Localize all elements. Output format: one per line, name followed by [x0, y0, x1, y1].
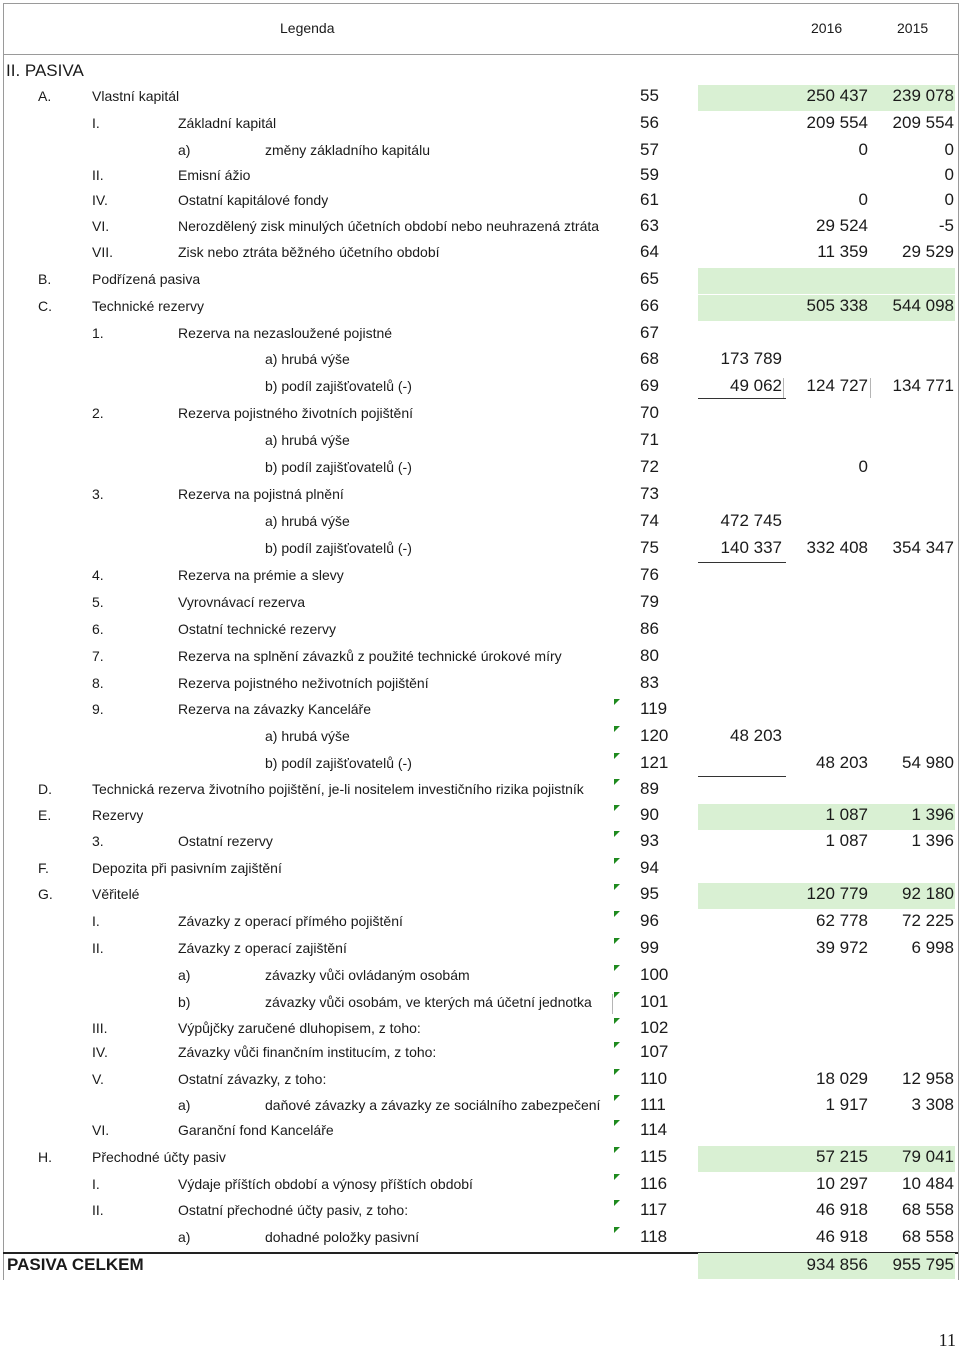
row-level3: Ostatní rezervy: [178, 833, 273, 849]
row-level4: daňové závazky a závazky ze sociálního zabezpečení: [265, 1097, 601, 1113]
row-number: 57: [640, 140, 659, 159]
row-2015-value: 134 771: [892, 376, 954, 395]
subtotal-underline: [698, 398, 786, 399]
table-row: [0, 833, 960, 855]
row-level3: Ostatní technické rezervy: [178, 621, 336, 637]
row-2015-value: 3 308: [911, 1095, 954, 1114]
row-number: 65: [640, 269, 659, 288]
row-level2: I.: [92, 1176, 100, 1192]
row-number: 93: [640, 831, 659, 850]
row-level2: Technické rezervy: [92, 298, 205, 314]
row-2015-value: 54 980: [902, 753, 954, 772]
row-number: 80: [640, 646, 659, 665]
table-row: [0, 298, 960, 320]
row-level2: Věřitelé: [92, 886, 140, 902]
row-level4: a) hrubá výše: [265, 432, 350, 448]
table-row: [0, 594, 960, 616]
row-level3: Závazky vůči finančním institucím, z toho:: [178, 1044, 437, 1060]
row-number: 94: [640, 858, 659, 877]
row-level2: 6.: [92, 621, 104, 637]
table-row: [0, 675, 960, 697]
row-level2: Vlastní kapitál: [92, 88, 180, 104]
row-level4: dohadné položky pasivní: [265, 1229, 420, 1245]
row-2016-value: 1 087: [825, 805, 868, 824]
row-level3: Výdaje příštích období a výnosy příštích období: [178, 1176, 473, 1192]
row-2015-value: 209 554: [892, 113, 954, 132]
row-2016-value: 0: [858, 140, 868, 159]
table-row: [0, 886, 960, 908]
row-2015-value: 29 529: [902, 242, 954, 261]
row-level3: Závazky z operací zajištění: [178, 940, 347, 956]
row-2016-value: 29 524: [816, 216, 868, 235]
row-level4: a) hrubá výše: [265, 728, 350, 744]
row-number: 114: [640, 1120, 668, 1139]
row-2015-value: 6 998: [911, 938, 954, 957]
row-level3: Ostatní přechodné účty pasiv, z toho:: [178, 1202, 409, 1218]
row-level3: Ostatní závazky, z toho:: [178, 1071, 327, 1087]
row-number: 75: [640, 538, 659, 557]
row-level3: a): [178, 142, 191, 158]
row-number: 102: [640, 1018, 669, 1037]
row-2016-value: 120 779: [806, 884, 868, 903]
row-2015-value: 79 041: [902, 1147, 954, 1166]
row-number: 72: [640, 457, 659, 476]
row-number: 116: [640, 1174, 668, 1193]
row-level4: b) podíl zajišťovatelů (-): [265, 378, 412, 394]
cell-divider: [612, 994, 613, 1014]
row-2016-value: 46 918: [816, 1227, 868, 1246]
row-level2: 1.: [92, 325, 104, 341]
table-row: [0, 648, 960, 670]
row-level2: VI.: [92, 218, 110, 234]
row-level3: a): [178, 1229, 191, 1245]
row-number: 107: [640, 1042, 669, 1061]
row-2016-value: 0: [858, 190, 868, 209]
row-level4: a) hrubá výše: [265, 513, 350, 529]
row-number: 118: [640, 1227, 668, 1246]
row-2016-value: 209 554: [806, 113, 868, 132]
row-level2: Podřízená pasiva: [92, 271, 201, 287]
row-number: 55: [640, 86, 659, 105]
row-2016-value: 1 917: [825, 1095, 868, 1114]
row-level2: Přechodné účty pasiv: [92, 1149, 226, 1165]
row-level4: b) podíl zajišťovatelů (-): [265, 755, 412, 771]
row-number: 89: [640, 779, 659, 798]
row-level3: Garanční fond Kanceláře: [178, 1122, 334, 1138]
row-number: 83: [640, 673, 659, 692]
row-level3: Rezerva na nezasloužené pojistné: [178, 325, 393, 341]
subtotal-underline: [698, 776, 786, 777]
row-2015-value: 92 180: [902, 884, 954, 903]
row-level3: Ostatní kapitálové fondy: [178, 192, 329, 208]
row-level2: II.: [92, 1202, 104, 1218]
year-2016-header: 2016: [811, 20, 843, 36]
row-2016-value: 62 778: [816, 911, 868, 930]
total-2016-value: 934 856: [806, 1255, 868, 1274]
row-level2: III.: [92, 1020, 108, 1036]
row-level2: 3.: [92, 486, 104, 502]
total-label: PASIVA CELKEM: [7, 1255, 144, 1274]
row-2016-value: 39 972: [816, 938, 868, 957]
table-row: [0, 701, 960, 723]
row-level3: a): [178, 967, 191, 983]
row-number: 101: [640, 992, 669, 1011]
row-level3: Závazky z operací přímého pojištění: [178, 913, 403, 929]
row-level2: II.: [92, 940, 104, 956]
row-level2: I.: [92, 115, 100, 131]
row-number: 64: [640, 242, 659, 261]
row-2015-value: 1 396: [911, 805, 954, 824]
row-code: F.: [38, 860, 49, 876]
row-subvalue: 472 745: [720, 511, 782, 530]
row-number: 56: [640, 113, 659, 132]
table-row: [0, 1044, 960, 1066]
row-level3: Rezerva na pojistná plnění: [178, 486, 344, 502]
row-level4: závazky vůči ovládaným osobám: [265, 967, 470, 983]
table-row: [0, 513, 960, 535]
row-2015-value: 0: [944, 190, 954, 209]
row-2016-value: 1 087: [825, 831, 868, 850]
row-number: 117: [640, 1200, 668, 1219]
row-2015-value: 544 098: [892, 296, 954, 315]
row-number: 68: [640, 349, 659, 368]
row-2015-value: 239 078: [892, 86, 954, 105]
table-row: [0, 1229, 960, 1251]
row-level2: Rezervy: [92, 807, 144, 823]
row-level3: Vyrovnávací rezerva: [178, 594, 306, 610]
row-level2: 3.: [92, 833, 104, 849]
table-row: [0, 1202, 960, 1224]
table-row: [0, 567, 960, 589]
table-row: [0, 728, 960, 750]
row-2016-value: 332 408: [806, 538, 868, 557]
total-2015-value: 955 795: [892, 1255, 954, 1274]
row-level4: změny základního kapitálu: [265, 142, 430, 158]
row-code: G.: [38, 886, 53, 902]
table-row: [0, 860, 960, 882]
table-row: [0, 781, 960, 803]
table-row: [0, 994, 960, 1016]
row-2015-value: 0: [944, 140, 954, 159]
row-level3: Rezerva na prémie a slevy: [178, 567, 344, 583]
row-level3: Základní kapitál: [178, 115, 277, 131]
row-2016-value: 10 297: [816, 1174, 868, 1193]
row-subvalue: 49 062: [730, 376, 782, 395]
row-number: 119: [640, 699, 668, 718]
page-number: 11: [938, 1330, 956, 1350]
row-level3: Výpůjčky zaručené dluhopisem, z toho:: [178, 1020, 421, 1036]
row-level3: a): [178, 1097, 191, 1113]
row-2016-value: 11 359: [817, 242, 868, 261]
table-row: [0, 271, 960, 293]
table-row: [0, 432, 960, 454]
row-number: 69: [640, 376, 659, 395]
table-row: [0, 88, 960, 110]
row-level3: Nerozdělený zisk minulých účetních období nebo neuhrazená ztráta: [178, 218, 600, 234]
row-level2: II.: [92, 167, 104, 183]
row-level2: V.: [92, 1071, 104, 1087]
row-level2: IV.: [92, 192, 108, 208]
table-row: [0, 540, 960, 562]
table-row: [0, 1097, 960, 1119]
row-2016-value: 250 437: [806, 86, 868, 105]
row-level3: Rezerva pojistného životních pojištění: [178, 405, 414, 421]
row-2015-value: 68 558: [902, 1200, 954, 1219]
subtotal-underline: [698, 562, 786, 563]
row-number: 111: [640, 1095, 666, 1114]
table-row: [0, 142, 960, 164]
table-row: [0, 621, 960, 643]
row-number: 61: [640, 190, 659, 209]
row-code: C.: [38, 298, 52, 314]
row-code: E.: [38, 807, 52, 823]
row-2016-value: 18 029: [816, 1069, 868, 1088]
table-row: [0, 1149, 960, 1171]
row-level2: I.: [92, 913, 100, 929]
row-subvalue: 48 203: [730, 726, 782, 745]
row-level3: Rezerva na závazky Kanceláře: [178, 701, 371, 717]
row-level2: 2.: [92, 405, 104, 421]
row-level2: 4.: [92, 567, 104, 583]
row-level2: 7.: [92, 648, 104, 664]
row-level2: VII.: [92, 244, 114, 260]
row-level2: 9.: [92, 701, 104, 717]
table-row: [0, 807, 960, 829]
row-number: 71: [640, 430, 659, 449]
row-number: 59: [640, 165, 659, 184]
row-level3: Emisní ážio: [178, 167, 251, 183]
row-level4: b) podíl zajišťovatelů (-): [265, 459, 412, 475]
row-number: 120: [640, 726, 669, 745]
table-row: [0, 913, 960, 935]
row-2015-value: 68 558: [902, 1227, 954, 1246]
row-level4: b) podíl zajišťovatelů (-): [265, 540, 412, 556]
year-2015-header: 2015: [897, 20, 929, 36]
row-number: 100: [640, 965, 669, 984]
row-2015-value: 10 484: [902, 1174, 954, 1193]
table-row: [0, 115, 960, 137]
row-number: 79: [640, 592, 659, 611]
table-row: [0, 1071, 960, 1093]
cell-divider: [870, 378, 871, 398]
section-title: II. PASIVA: [6, 61, 84, 80]
row-code: D.: [38, 781, 52, 797]
row-level2: IV.: [92, 1044, 108, 1060]
row-2015-value: 354 347: [892, 538, 954, 557]
row-level2: Depozita při pasivním zajištění: [92, 860, 282, 876]
table-row: [0, 940, 960, 962]
table-row: [0, 378, 960, 400]
table-row: [0, 755, 960, 777]
row-number: 76: [640, 565, 659, 584]
row-number: 63: [640, 216, 659, 235]
table-row: [0, 405, 960, 427]
row-level4: a) hrubá výše: [265, 351, 350, 367]
row-level4: závazky vůči osobám, ve kterých má účetní jednotka: [265, 994, 592, 1010]
legend-header: Legenda: [280, 20, 335, 36]
row-2016-value: 48 203: [816, 753, 868, 772]
cell-divider: [783, 378, 784, 398]
table-row: [0, 218, 960, 240]
row-number: 121: [640, 753, 669, 772]
row-number: 110: [640, 1069, 668, 1088]
row-2015-value: 12 958: [902, 1069, 954, 1088]
row-2016-value: 124 727: [806, 376, 868, 395]
row-2016-value: 505 338: [806, 296, 868, 315]
row-2015-value: 0: [944, 165, 954, 184]
row-number: 66: [640, 296, 659, 315]
table-row: [0, 167, 960, 189]
row-number: 74: [640, 511, 659, 530]
row-code: H.: [38, 1149, 52, 1165]
row-number: 67: [640, 323, 659, 342]
row-2015-value: -5: [938, 216, 954, 235]
table-row: [0, 1122, 960, 1144]
row-code: B.: [38, 271, 52, 287]
table-row: [0, 967, 960, 989]
row-2015-value: 1 396: [911, 831, 954, 850]
table-row: [0, 1020, 960, 1042]
table-row: [0, 351, 960, 373]
row-level2: Technická rezerva životního pojištění, je-li nositelem investičního rizika pojistník: [92, 781, 584, 797]
row-subvalue: 173 789: [720, 349, 782, 368]
row-number: 99: [640, 938, 659, 957]
table-row: [0, 1176, 960, 1198]
row-number: 115: [640, 1147, 668, 1166]
row-number: 95: [640, 884, 659, 903]
row-level2: VI.: [92, 1122, 110, 1138]
row-2016-value: 46 918: [816, 1200, 868, 1219]
row-level3: Rezerva na splnění závazků z použité technické úrokové míry: [178, 648, 562, 664]
table-row: [0, 192, 960, 214]
row-level3: Rezerva pojistného neživotních pojištění: [178, 675, 429, 691]
row-code: A.: [38, 88, 52, 104]
row-subvalue: 140 337: [720, 538, 782, 557]
row-level2: 8.: [92, 675, 104, 691]
row-number: 96: [640, 911, 659, 930]
row-2016-value: 0: [858, 457, 868, 476]
row-number: 70: [640, 403, 659, 422]
row-number: 73: [640, 484, 659, 503]
row-2015-value: 72 225: [902, 911, 954, 930]
row-number: 90: [640, 805, 659, 824]
row-level3: b): [178, 994, 191, 1010]
table-row: [0, 325, 960, 347]
table-row: [0, 459, 960, 481]
row-level2: 5.: [92, 594, 104, 610]
row-2016-value: 57 215: [816, 1147, 868, 1166]
total-row: [0, 1255, 960, 1279]
table-row: [0, 244, 960, 266]
table-row: [0, 486, 960, 508]
row-number: 86: [640, 619, 659, 638]
header-divider: [3, 54, 958, 55]
row-level3: Zisk nebo ztráta běžného účetního období: [178, 244, 440, 260]
